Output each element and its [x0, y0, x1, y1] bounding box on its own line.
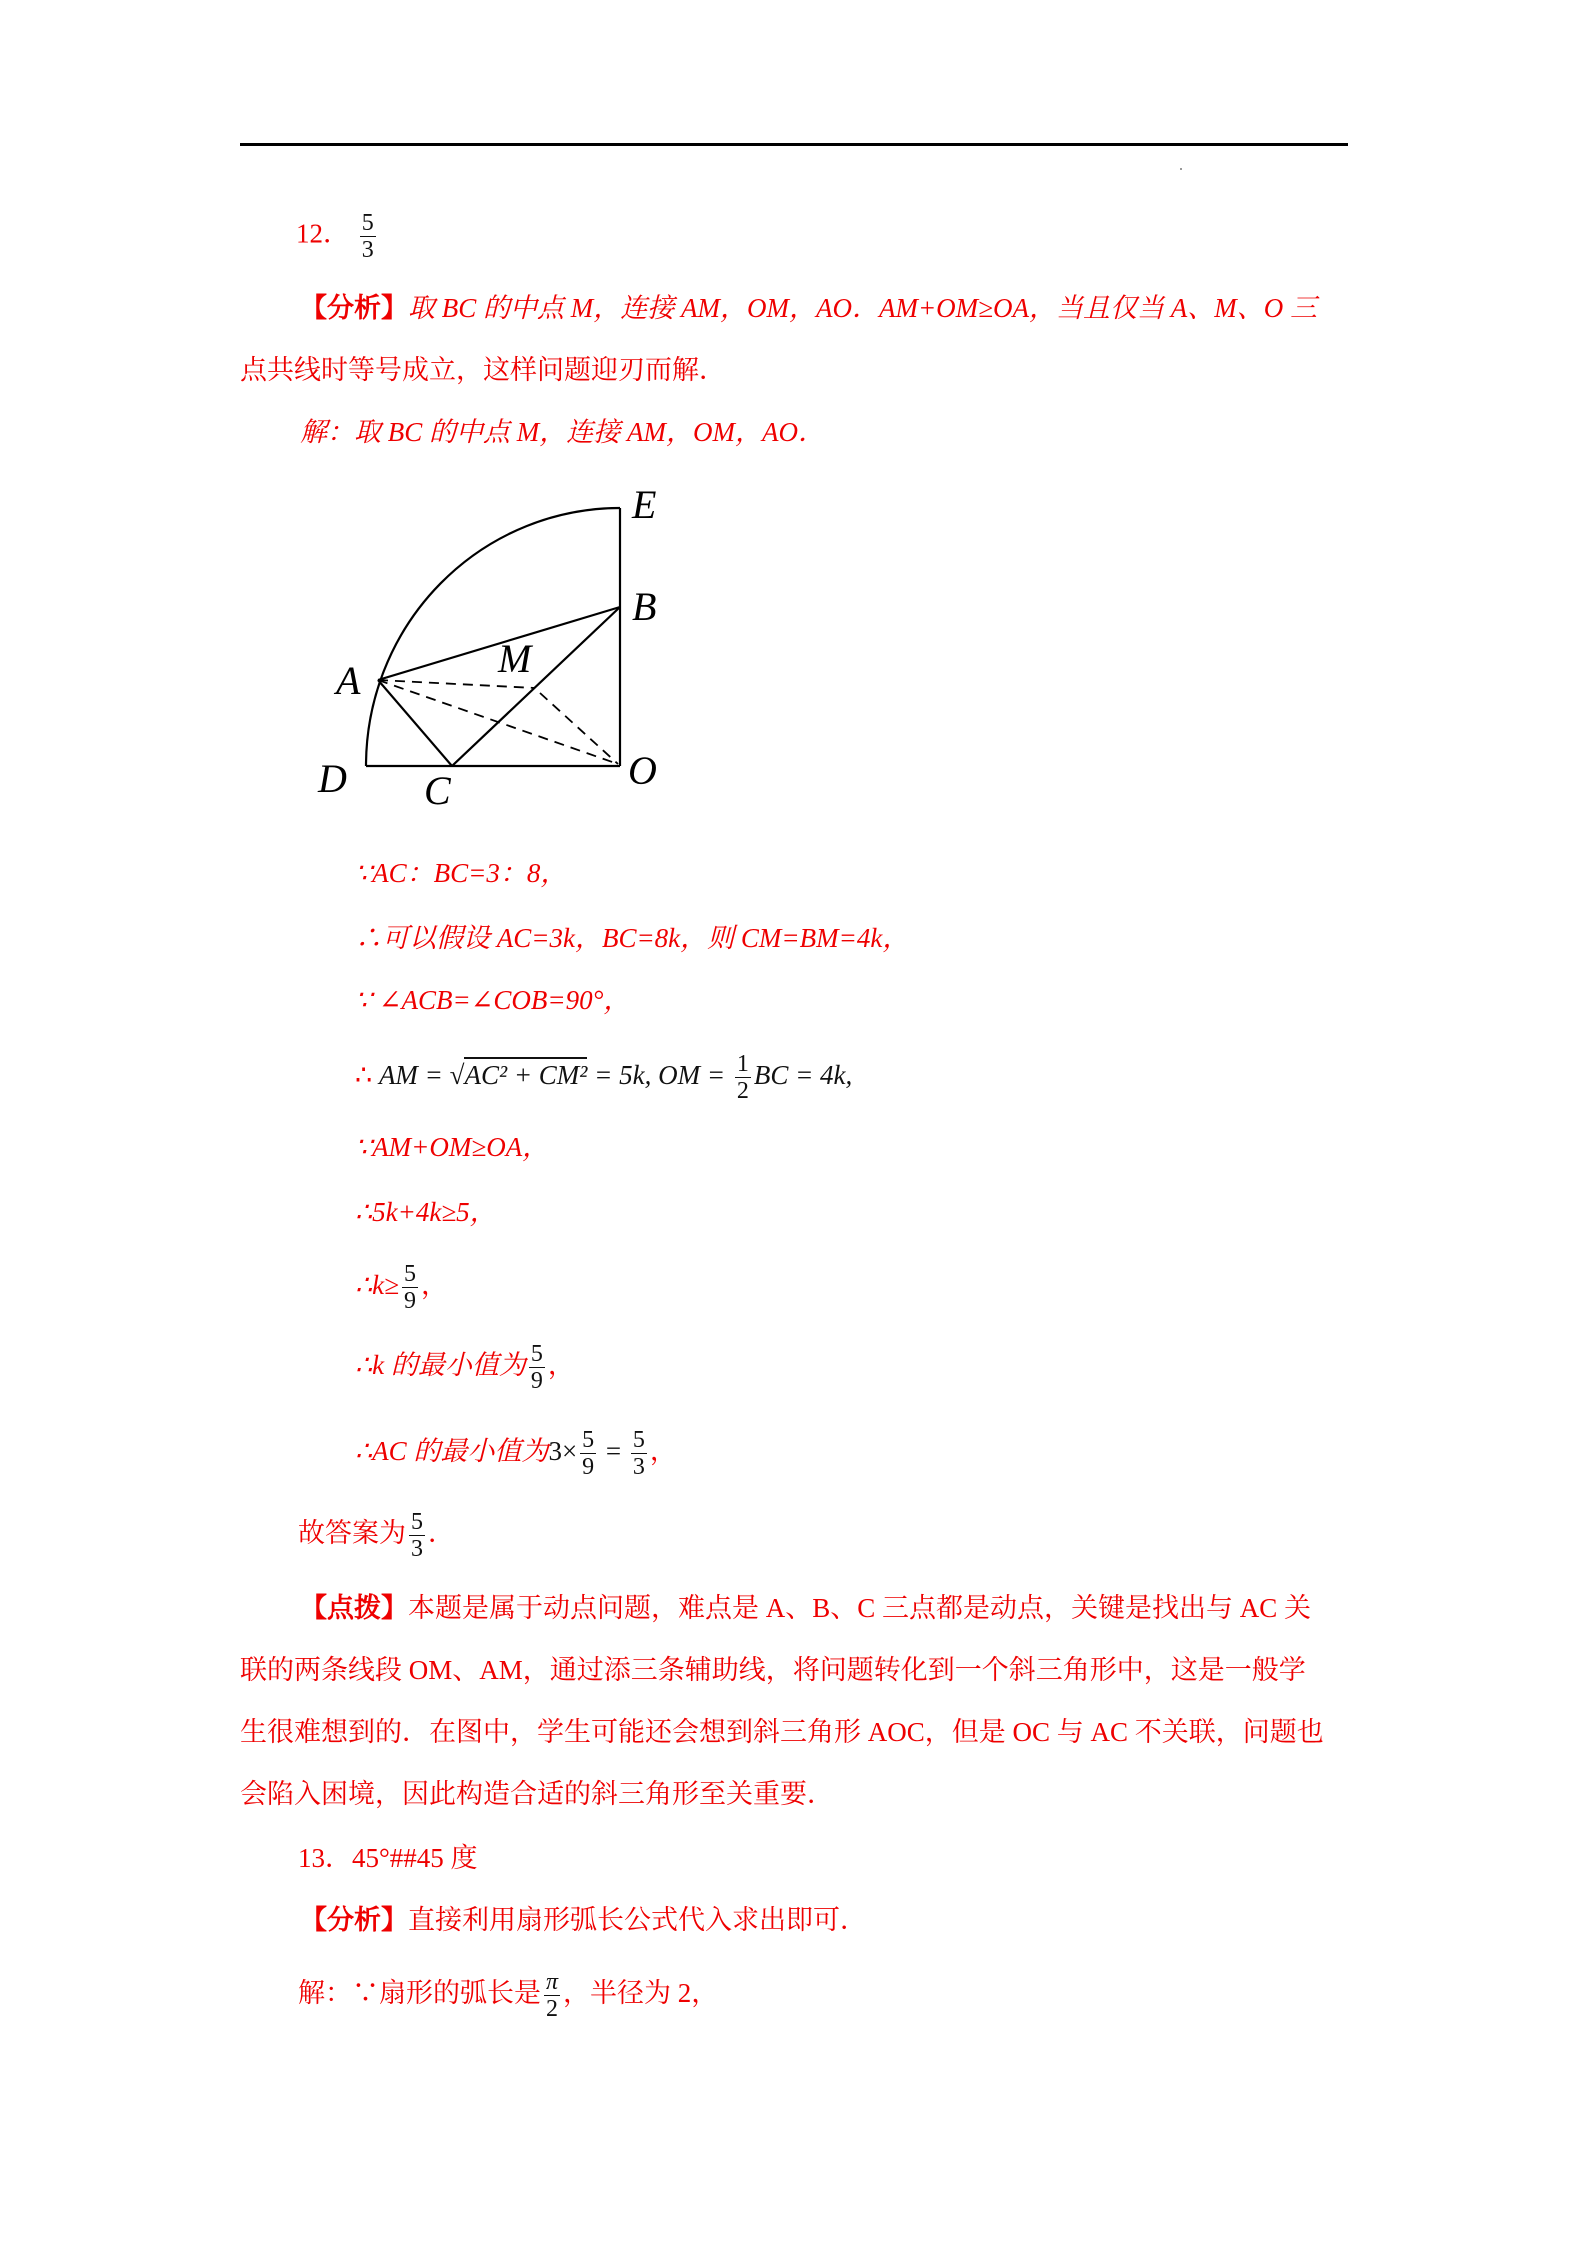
- label-E: E: [632, 482, 657, 527]
- q12-answer: [296, 210, 379, 263]
- label-D: D: [318, 756, 347, 801]
- geometry-figure: [300, 470, 700, 830]
- header-mark: [1180, 168, 1182, 170]
- conclusion-fraction: $\frac{5}{3}$: [411, 1509, 423, 1563]
- q13-solution: 解：∵扇形的弧长是 $\frac{\pi}{2}$ ，半径为 2，: [298, 1969, 719, 2023]
- step-8: ∴k 的最小值为 $\frac{5}{9}$ ，: [355, 1341, 575, 1395]
- arc-length-fraction: $\frac{\pi}{2}$: [546, 1969, 559, 2023]
- step-6: ∴5k+4k≥5，: [355, 1197, 497, 1227]
- step-3: ∵ ∠ACB=∠COB=90°，: [355, 985, 631, 1015]
- k-min-fraction: $\frac{5}{9}$: [530, 1341, 543, 1395]
- ac-fraction-1: $\frac{5}{9}$: [582, 1427, 595, 1481]
- q13-analysis: 【分析】直接利用扇形弧长公式代入求出即可．: [300, 1905, 867, 1935]
- q12-tip-line1: 【点拨】本题是属于动点问题，难点是 A、B、C 三点都是动点，关键是找出与 AC 关: [300, 1593, 1312, 1623]
- analysis-label: 【分析】: [300, 293, 408, 323]
- label-C: C: [424, 768, 451, 813]
- step-7: ∴k≥ $\frac{5}{9}$ ，: [355, 1261, 448, 1315]
- q12-solution-intro: 解：取 BC 的中点 M，连接 AM，OM，AO．: [300, 417, 825, 447]
- half-fraction: $\frac{1}{2}$: [736, 1051, 749, 1105]
- dashed-MO: [540, 693, 618, 764]
- step-4-formula: ∴ AM = √AC² + CM² = 5k, OM = $\frac{1}{2}$ BC = 4k,: [355, 1051, 853, 1105]
- header-rule: [240, 143, 1348, 146]
- step-2: ∴可以假设 AC=3k，BC=8k，则 CM=BM=4k，: [355, 923, 910, 953]
- step-1: ∵AC：BC=3：8，: [355, 858, 568, 888]
- sqrt-expression: AC² + CM²: [464, 1057, 587, 1090]
- q12-analysis-line1: 【分析】取 BC 的中点 M，连接 AM，OM，AO．AM+OM≥OA，当且仅当 A、M、O 三: [300, 293, 1317, 323]
- step-9: ∴AC 的最小值为3× $\frac{5}{9}$ = $\frac{5}{3}$ ，: [355, 1427, 677, 1481]
- q12-analysis-line2: 点共线时等号成立，这样问题迎刃而解．: [240, 355, 726, 385]
- q12-tip-line4: 会陷入困境，因此构造合适的斜三角形至关重要．: [240, 1779, 834, 1809]
- ac-fraction-2: $\frac{5}{3}$: [632, 1427, 645, 1481]
- tip-label: 【点拨】: [300, 1593, 408, 1623]
- q12-answer-fraction: $\frac{5}{3}$: [361, 210, 374, 263]
- q12-tip-line2: 联的两条线段 OM、AM，通过添三条辅助线，将问题转化到一个斜三角形中，这是一般学: [240, 1655, 1306, 1685]
- step-5: ∵AM+OM≥OA，: [355, 1132, 550, 1162]
- q12-tip-line3: 生很难想到的．在图中，学生可能还会想到斜三角形 AOC，但是 OC 与 AC 不关联，问题也: [240, 1717, 1324, 1747]
- q13-answer: 13．45°##45 度: [298, 1843, 478, 1873]
- dashed-AM: [378, 680, 535, 688]
- label-O: O: [628, 748, 657, 793]
- label-A: A: [336, 658, 361, 703]
- q12-conclusion: 故答案为 $\frac{5}{3}$ ．: [298, 1509, 455, 1563]
- label-M: M: [498, 636, 532, 681]
- k-fraction: $\frac{5}{9}$: [403, 1261, 416, 1315]
- q12-number: 12．: [296, 218, 350, 249]
- label-B: B: [632, 584, 657, 629]
